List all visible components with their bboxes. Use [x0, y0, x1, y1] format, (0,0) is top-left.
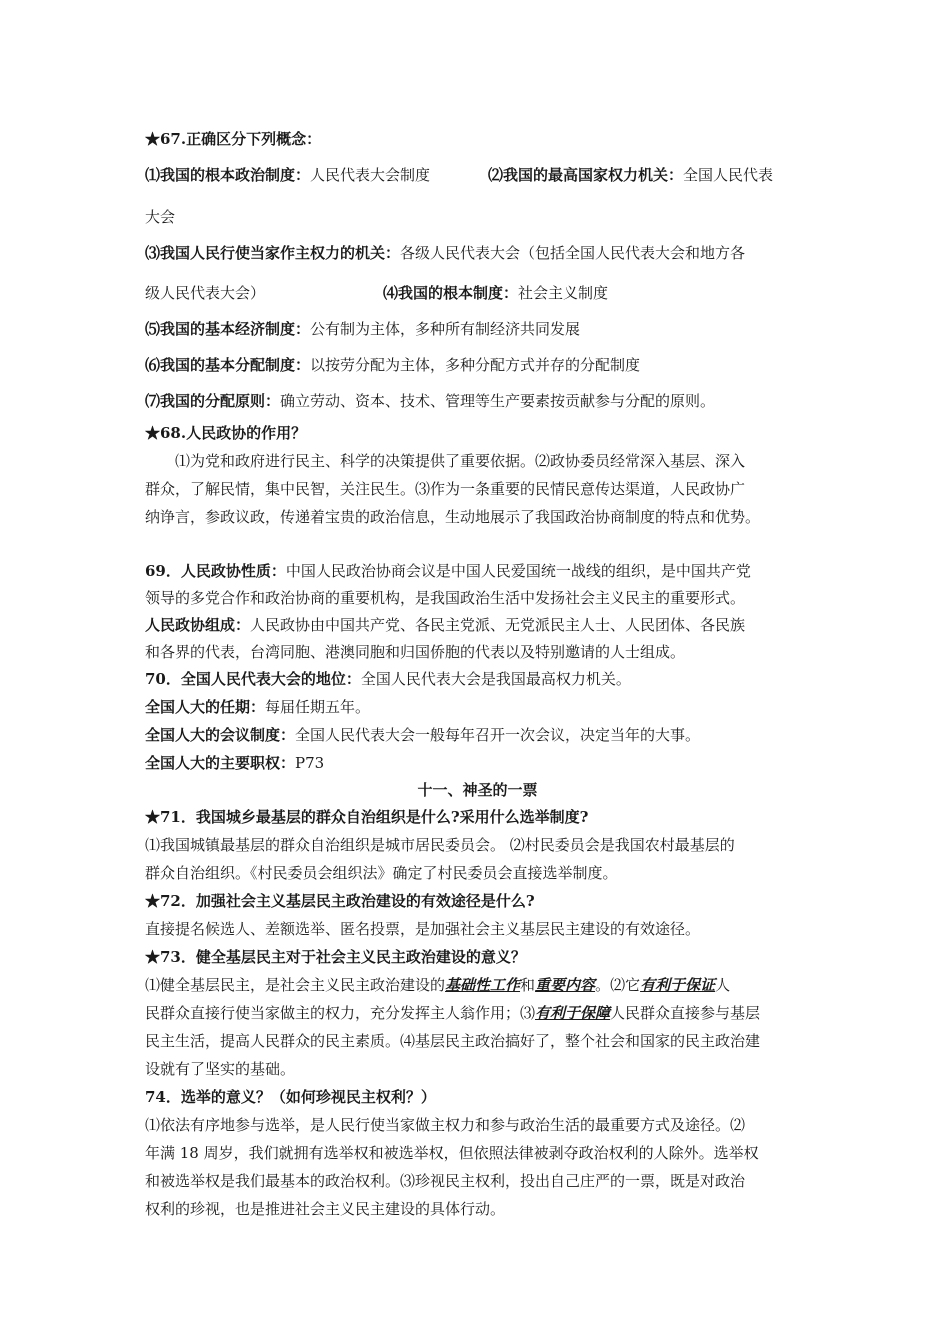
q67-item-2-text: 全国人民代表 — [683, 166, 774, 184]
q67-item-6-label: ⑹我国的基本分配制度： — [145, 356, 311, 374]
q69-text-3: 人民政协由中国共产党、各民主党派、无党派民主人士、人民团体、各民族 — [250, 616, 746, 634]
q73-line-3: 民主生活，提高人民群众的民主素质。⑷基层民主政治搞好了，整个社会和国家的民主政治建 — [145, 1032, 761, 1050]
q67-item-5-text: 公有制为主体，多种所有制经济共同发展 — [310, 320, 581, 338]
q68-line-3: 纳诤言，参政议政，传递着宝贵的政治信息，生动地展示了我国政治协商制度的特点和优势。 — [145, 508, 761, 526]
q70-duties-text: P73 — [295, 754, 325, 772]
q69-line-2: 领导的多党合作和政治协商的重要机构，是我国政治生活中发扬社会主义民主的重要形式。 — [145, 589, 746, 607]
q73-emphasis-guarantee: 有利于保证 — [640, 976, 716, 994]
q67-item-7 — [145, 390, 715, 411]
q67-item-2-label: ⑵我国的最高国家权力机关： — [488, 166, 684, 184]
q73-text-1a: ⑴健全基层民主，是社会主义民主政治建设的 — [145, 976, 446, 994]
q67-item-2-cont: 大会 — [145, 208, 176, 226]
q73-text-2a: 民群众直接行使当家做主的权力，充分发挥主人翁作用；⑶ — [145, 1004, 536, 1022]
q71-title: ★71．我国城乡最基层的群众自治组织是什么?采用什么选举制度? — [145, 808, 589, 826]
q74-line-1: ⑴依法有序地参与选举，是人民行使当家做主权力和参与政治生活的最重要方式及途径。⑵ — [145, 1116, 746, 1134]
section-title: 十一、神圣的一票 — [417, 781, 538, 799]
q69-line-3 — [145, 614, 745, 635]
q73-line-2 — [145, 1002, 760, 1023]
q67-title: ★67.正确区分下列概念： — [145, 130, 322, 148]
q67-item-3 — [145, 242, 745, 263]
q67-item-4 — [383, 282, 608, 303]
q73-text-1c: 和 — [520, 976, 536, 994]
q67-item-6 — [145, 354, 640, 375]
q73-emphasis-content: 重要内容 — [535, 976, 596, 994]
q73-text-1e: 。⑵它 — [595, 976, 641, 994]
q70-meeting — [145, 724, 700, 745]
q70-line-1 — [145, 668, 631, 689]
q69-label-2: 人民政协组成： — [145, 616, 251, 634]
q70-term-text: 每届任期五年。 — [265, 698, 371, 716]
q70-duties — [145, 752, 324, 773]
q74-line-3: 和被选举权是我们最基本的政治权利。⑶珍视民主权利，投出自己庄严的一票，既是对政治 — [145, 1172, 746, 1190]
q67-item-7-text: 确立劳动、资本、技术、管理等生产要素按贡献参与分配的原则。 — [280, 392, 716, 410]
q73-line-4: 设就有了坚实的基础。 — [145, 1060, 296, 1078]
q69-label: 69．人民政协性质： — [145, 562, 286, 580]
q67-item-3-text: 各级人民代表大会（包括全国人民代表大会和地方各 — [400, 244, 746, 262]
q70-label: 70．全国人民代表大会的地位： — [145, 670, 361, 688]
q70-duties-label: 全国人大的主要职权： — [145, 754, 296, 772]
q67-item-4-text: 社会主义制度 — [518, 284, 609, 302]
q67-item-4-label: ⑷我国的根本制度： — [383, 284, 519, 302]
q71-line-1: ⑴我国城镇最基层的群众自治组织是城市居民委员会。 ⑵村民委员会是我国农村最基层的 — [145, 836, 735, 854]
q68-line-2: 群众，了解民情，集中民智，关注民生。⑶作为一条重要的民情民意传达渠道，人民政协广 — [145, 480, 746, 498]
q73-line-1 — [145, 974, 730, 995]
q70-text: 全国人民代表大会是我国最高权力机关。 — [360, 670, 631, 688]
q74-line-4: 权利的珍视，也是推进社会主义民主建设的具体行动。 — [145, 1200, 506, 1218]
q68-line-1: ⑴为党和政府进行民主、科学的决策提供了重要依据。⑵政协委员经常深入基层、深入 — [175, 452, 746, 470]
q72-line-1: 直接提名候选人、差额选举、匿名投票，是加强社会主义基层民主建设的有效途径。 — [145, 920, 701, 938]
q70-term — [145, 696, 370, 717]
q67-item-5 — [145, 318, 580, 339]
q67-item-7-label: ⑺我国的分配原则： — [145, 392, 281, 410]
q73-emphasis-foundation: 基础性工作 — [445, 976, 521, 994]
q69-line-1 — [145, 560, 751, 581]
q68-title: ★68.人民政协的作用？ — [145, 424, 307, 442]
q69-line-4: 和各界的代表，台湾同胞、港澳同胞和归国侨胞的代表以及特别邀请的人士组成。 — [145, 643, 686, 661]
q70-meeting-text: 全国人民代表大会一般每年召开一次会议，决定当年的大事。 — [295, 726, 701, 744]
q74-line-2: 年满 18 周岁，我们就拥有选举权和被选举权，但依照法律被剥夺政治权利的人除外。选举权 — [145, 1144, 759, 1162]
q73-emphasis-safeguard: 有利于保障 — [535, 1004, 611, 1022]
q73-text-2c: 人民群众直接参与基层 — [610, 1004, 761, 1022]
q71-line-2: 群众自治组织。《村民委员会组织法》确定了村民委员会直接选举制度。 — [145, 864, 618, 882]
q67-item-5-label: ⑸我国的基本经济制度： — [145, 320, 311, 338]
q70-meeting-label: 全国人大的会议制度： — [145, 726, 296, 744]
q67-item-1-text: 人民代表大会制度 — [310, 166, 431, 184]
q67-item-3-label: ⑶我国人民行使当家作主权力的机关： — [145, 244, 401, 262]
q67-item-1-label: ⑴我国的根本政治制度： — [145, 166, 311, 184]
q67-item-3-cont: 级人民代表大会） — [145, 284, 266, 302]
q67-item-1 — [145, 164, 430, 185]
q67-item-2 — [488, 164, 773, 185]
q73-title: ★73．健全基层民主对于社会主义民主政治建设的意义？ — [145, 948, 526, 966]
q73-text-1g: 人 — [715, 976, 731, 994]
q67-item-6-text: 以按劳分配为主体，多种分配方式并存的分配制度 — [310, 356, 641, 374]
q74-title: 74．选举的意义？（如何珍视民主权利？） — [145, 1088, 436, 1106]
q70-term-label: 全国人大的任期： — [145, 698, 266, 716]
q69-text-1: 中国人民政治协商会议是中国人民爱国统一战线的组织，是中国共产党 — [285, 562, 751, 580]
q72-title: ★72．加强社会主义基层民主政治建设的有效途径是什么? — [145, 892, 535, 910]
